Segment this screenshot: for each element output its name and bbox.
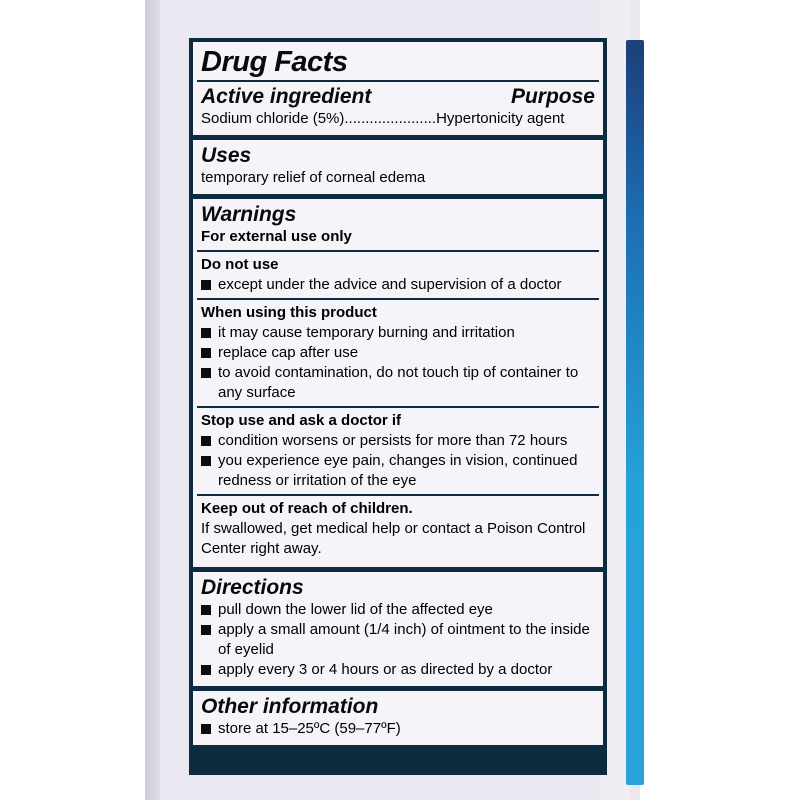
bullet-icon — [201, 368, 211, 378]
active-ingredient-line: Sodium chloride (5%)......................Hypertonicity agent — [201, 109, 565, 127]
bullet-icon — [201, 280, 211, 290]
other-information-section — [193, 691, 603, 745]
bullet-icon — [201, 625, 211, 635]
directions-heading: Directions — [201, 575, 304, 599]
warnings-rule-1 — [197, 250, 599, 252]
other-information-heading: Other information — [201, 694, 379, 718]
carton-blue-stripe — [626, 40, 644, 785]
drug-facts-title: Drug Facts — [201, 46, 348, 78]
warnings-heading: Warnings — [201, 202, 297, 226]
bullet-icon — [201, 348, 211, 358]
bullet-icon — [201, 436, 211, 446]
external-use-text: For external use only — [201, 227, 352, 245]
warnings-rule-4 — [197, 494, 599, 496]
warnings-section — [193, 199, 603, 567]
list-item: store at 15–25ºC (59–77ºF) — [201, 719, 595, 739]
list-item: you experience eye pain, changes in vision, continued redness or irritation of the eye — [201, 451, 595, 491]
do-not-use-heading: Do not use — [201, 255, 279, 273]
warnings-rule-3 — [197, 406, 599, 408]
purpose-heading: Purpose — [510, 84, 595, 108]
drug-facts-header-section — [193, 42, 603, 135]
directions-section — [193, 572, 603, 686]
title-rule — [197, 80, 599, 82]
keep-out-text: If swallowed, get medical help or contact a Poison Control Center right away. — [201, 519, 586, 557]
list-item: it may cause temporary burning and irritation — [201, 323, 595, 343]
stop-use-heading: Stop use and ask a doctor if — [201, 411, 402, 429]
bullet-icon — [201, 605, 211, 615]
list-item: to avoid contamination, do not touch tip of container to any surface — [201, 363, 595, 403]
bullet-icon — [201, 456, 211, 466]
list-item: apply every 3 or 4 hours or as directed by a doctor — [201, 660, 595, 680]
when-using-heading: When using this product — [201, 303, 377, 321]
list-item: pull down the lower lid of the affected eye — [201, 600, 595, 620]
bullet-icon — [201, 724, 211, 734]
bullet-icon — [201, 665, 211, 675]
uses-section — [193, 140, 603, 194]
warnings-rule-2 — [197, 298, 599, 300]
list-item: apply a small amount (1/4 inch) of ointment to the inside of eyelid — [201, 620, 595, 660]
active-ingredient-heading-row — [201, 84, 595, 109]
uses-heading: Uses — [201, 143, 252, 167]
uses-text: temporary relief of corneal edema — [201, 168, 426, 186]
list-item: except under the advice and supervision of a doctor — [201, 275, 595, 295]
keep-out-heading: Keep out of reach of children. — [201, 499, 413, 517]
drug-facts-panel — [189, 38, 607, 775]
list-item: replace cap after use — [201, 343, 595, 363]
active-ingredient-heading: Active ingredient — [201, 84, 372, 108]
list-item: condition worsens or persists for more than 72 hours — [201, 431, 595, 451]
bullet-icon — [201, 328, 211, 338]
